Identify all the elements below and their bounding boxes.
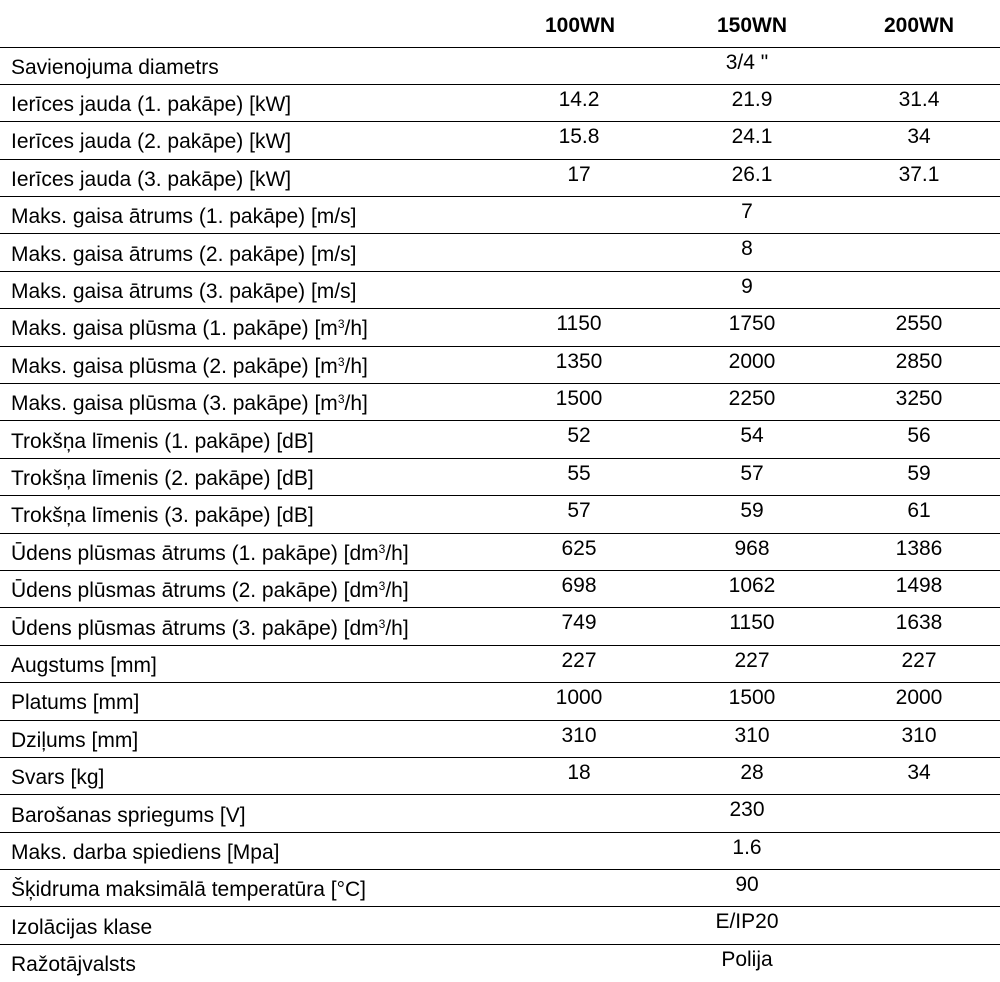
table-row xyxy=(0,570,1000,607)
table-row xyxy=(0,384,1000,421)
row-value-200wn: 1638 xyxy=(838,608,1000,645)
row-value-100wn: 698 xyxy=(494,570,666,607)
row-label xyxy=(0,608,494,645)
table-row xyxy=(0,197,1000,234)
table-header xyxy=(0,0,1000,47)
row-label: Šķidruma maksimālā temperatūra [°C] xyxy=(0,870,494,907)
row-value-shared: 7 xyxy=(494,197,1000,234)
row-value-shared: Polija xyxy=(721,947,773,971)
row-label-text: Ūdens plūsmas ātrums (2. pakāpe) [dm xyxy=(11,579,379,603)
header-row xyxy=(0,0,1000,47)
row-value-200wn: 56 xyxy=(838,421,1000,458)
row-value-100wn: 1000 xyxy=(494,683,666,720)
row-label: Augstums [mm] xyxy=(0,645,494,682)
row-label xyxy=(0,533,494,570)
table-row xyxy=(0,496,1000,533)
table-row xyxy=(0,608,1000,645)
row-value-150wn: 59 xyxy=(666,496,838,533)
row-label: Ierīces jauda (1. pakāpe) [kW] xyxy=(0,84,494,121)
row-label xyxy=(0,346,494,383)
table-row xyxy=(0,309,1000,346)
row-label: Trokšņa līmenis (1. pakāpe) [dB] xyxy=(0,421,494,458)
row-value-100wn: 18 xyxy=(494,757,666,794)
row-value-150wn: 21.9 xyxy=(666,84,838,121)
table-row xyxy=(0,533,1000,570)
row-label: Maks. gaisa ātrums (3. pakāpe) [m/s] xyxy=(0,271,494,308)
table-row xyxy=(0,907,1000,944)
header-model-150wn: 150WN xyxy=(666,0,838,47)
row-label: Platums [mm] xyxy=(0,683,494,720)
row-label-text: Maks. gaisa plūsma (1. pakāpe) [m xyxy=(11,317,338,341)
row-value-200wn: 227 xyxy=(838,645,1000,682)
row-value-150wn: 24.1 xyxy=(666,122,838,159)
row-value-shared: 230 xyxy=(494,795,1000,832)
row-label-unit: /h] xyxy=(344,354,368,378)
header-model-100wn: 100WN xyxy=(494,0,666,47)
row-value-200wn: 1386 xyxy=(838,533,1000,570)
row-label: Barošanas spriegums [V] xyxy=(0,795,494,832)
row-label: Trokšņa līmenis (2. pakāpe) [dB] xyxy=(0,458,494,495)
table-body xyxy=(0,47,1000,982)
table-row xyxy=(0,47,1000,84)
row-label-unit: /h] xyxy=(385,579,409,603)
row-label: Izolācijas klase xyxy=(0,907,494,944)
row-label xyxy=(0,570,494,607)
row-label-text: Maks. gaisa plūsma (2. pakāpe) [m xyxy=(11,354,338,378)
row-label-unit: /h] xyxy=(385,541,409,565)
row-label-superscript: 3 xyxy=(378,616,386,631)
row-label: Svars [kg] xyxy=(0,757,494,794)
table-row xyxy=(0,795,1000,832)
table-row xyxy=(0,122,1000,159)
row-value-150wn: 54 xyxy=(666,421,838,458)
row-label-superscript: 3 xyxy=(378,541,386,556)
row-value-150wn: 1500 xyxy=(666,683,838,720)
row-value-150wn: 57 xyxy=(666,458,838,495)
row-value-200wn: 61 xyxy=(838,496,1000,533)
row-value-100wn: 52 xyxy=(494,421,666,458)
row-label: Savienojuma diametrs xyxy=(0,47,494,84)
row-value-100wn: 749 xyxy=(494,608,666,645)
table-row xyxy=(0,720,1000,757)
row-value-150wn: 1150 xyxy=(666,608,838,645)
table-row xyxy=(0,271,1000,308)
row-label: Maks. darba spiediens [Mpa] xyxy=(0,832,494,869)
row-value-shared: 9 xyxy=(494,271,1000,308)
row-value-150wn: 968 xyxy=(666,533,838,570)
row-value-200wn: 3250 xyxy=(838,384,1000,421)
row-value-150wn: 26.1 xyxy=(666,159,838,196)
row-value-100wn: 625 xyxy=(494,533,666,570)
table-row xyxy=(0,645,1000,682)
row-value-150wn: 1750 xyxy=(666,309,838,346)
row-value-100wn: 17 xyxy=(494,159,666,196)
row-label-text: Ūdens plūsmas ātrums (1. pakāpe) [dm xyxy=(11,541,379,565)
row-value-100wn: 14.2 xyxy=(494,84,666,121)
row-label xyxy=(0,384,494,421)
row-value-shared: 1.6 xyxy=(494,832,1000,869)
row-value-150wn: 1062 xyxy=(666,570,838,607)
row-label: Maks. gaisa ātrums (2. pakāpe) [m/s] xyxy=(0,234,494,271)
row-label-superscript: 3 xyxy=(378,579,386,594)
row-value-150wn: 28 xyxy=(666,757,838,794)
row-value-200wn: 310 xyxy=(838,720,1000,757)
table-row xyxy=(0,757,1000,794)
row-label: Ražotājvalsts xyxy=(11,953,136,977)
table-row xyxy=(0,832,1000,869)
row-value-150wn: 2250 xyxy=(666,384,838,421)
row-value-100wn: 1500 xyxy=(494,384,666,421)
row-label-text: Maks. gaisa plūsma (3. pakāpe) [m xyxy=(11,392,338,416)
row-value-100wn: 57 xyxy=(494,496,666,533)
row-value-150wn: 310 xyxy=(666,720,838,757)
table-row xyxy=(0,159,1000,196)
row-value-shared: 8 xyxy=(494,234,1000,271)
table-row xyxy=(0,84,1000,121)
row-value-100wn: 227 xyxy=(494,645,666,682)
row-label-unit: /h] xyxy=(344,317,368,341)
row-value-shared: 90 xyxy=(494,870,1000,907)
row-value-150wn: 227 xyxy=(666,645,838,682)
row-label-unit: /h] xyxy=(385,616,409,640)
header-parameter xyxy=(0,0,494,47)
row-label: Trokšņa līmenis (3. pakāpe) [dB] xyxy=(0,496,494,533)
row-label-superscript: 3 xyxy=(337,392,345,407)
table-row xyxy=(0,683,1000,720)
table-row xyxy=(0,346,1000,383)
table-row xyxy=(0,458,1000,495)
row-value-100wn: 1350 xyxy=(494,346,666,383)
row-value-200wn: 2000 xyxy=(838,683,1000,720)
row-label-text: Ūdens plūsmas ātrums (3. pakāpe) [dm xyxy=(11,616,379,640)
row-label-superscript: 3 xyxy=(337,354,345,369)
row-value-100wn: 55 xyxy=(494,458,666,495)
row-label xyxy=(0,309,494,346)
row-value-100wn: 1150 xyxy=(494,309,666,346)
table-row xyxy=(0,870,1000,907)
row-label: Maks. gaisa ātrums (1. pakāpe) [m/s] xyxy=(0,197,494,234)
row-value-100wn: 310 xyxy=(494,720,666,757)
row-value-shared: E/IP20 xyxy=(494,907,1000,944)
row-value-200wn: 37.1 xyxy=(838,159,1000,196)
header-model-200wn: 200WN xyxy=(838,0,1000,47)
row-label: Ierīces jauda (3. pakāpe) [kW] xyxy=(0,159,494,196)
row-value-150wn: 2000 xyxy=(666,346,838,383)
row-value-200wn: 2550 xyxy=(838,309,1000,346)
row-label: Ierīces jauda (2. pakāpe) [kW] xyxy=(0,122,494,159)
row-value-200wn: 34 xyxy=(838,122,1000,159)
row-value-200wn: 59 xyxy=(838,458,1000,495)
row-value-200wn: 31.4 xyxy=(838,84,1000,121)
row-value-200wn: 1498 xyxy=(838,570,1000,607)
row-value-100wn: 15.8 xyxy=(494,122,666,159)
row-label-unit: /h] xyxy=(344,392,368,416)
row-value-shared: 3/4 " xyxy=(494,47,1000,84)
table-row xyxy=(0,234,1000,271)
row-value-200wn: 2850 xyxy=(838,346,1000,383)
row-label-superscript: 3 xyxy=(337,317,345,332)
table-row xyxy=(0,421,1000,458)
table-row xyxy=(0,944,1000,981)
row-value-200wn: 34 xyxy=(838,757,1000,794)
row-label: Dziļums [mm] xyxy=(0,720,494,757)
